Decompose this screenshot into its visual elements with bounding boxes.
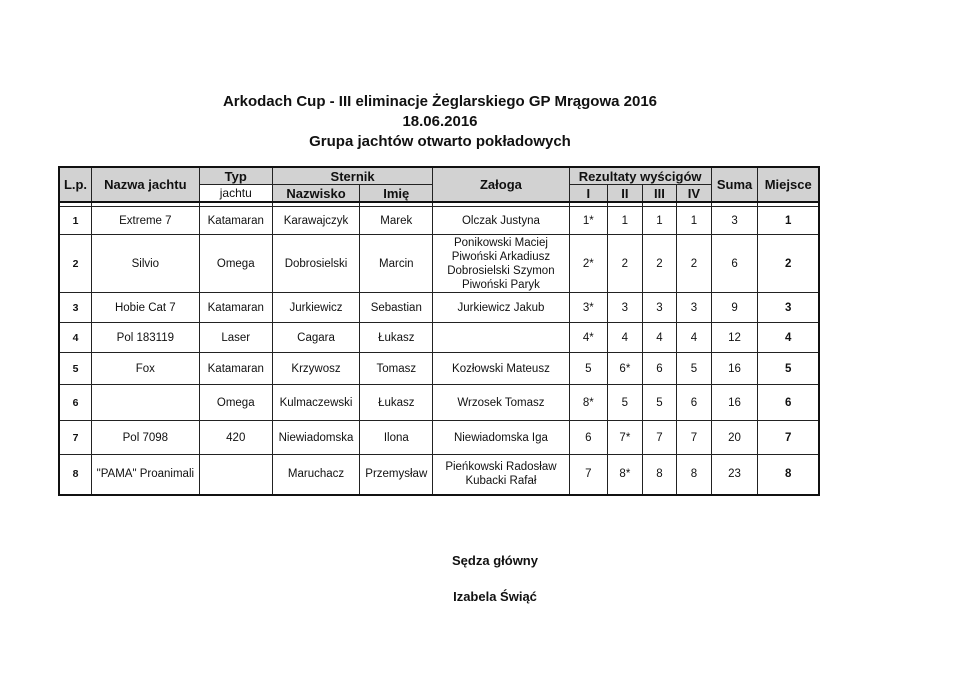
table-row bbox=[59, 385, 819, 421]
cell-name: Pol 7098 bbox=[92, 421, 200, 455]
table-row bbox=[59, 293, 819, 323]
cell-surname: Niewiadomska bbox=[272, 421, 359, 455]
table-header bbox=[59, 167, 819, 202]
cell-surname: Cagara bbox=[272, 323, 359, 353]
col-helm: Sternik bbox=[272, 167, 433, 185]
cell-r1: 7 bbox=[569, 455, 608, 495]
document-header bbox=[180, 92, 700, 152]
cell-r4: 4 bbox=[677, 323, 712, 353]
cell-sum: 20 bbox=[711, 421, 758, 455]
cell-r3: 2 bbox=[642, 235, 677, 293]
col-sum: Suma bbox=[711, 167, 758, 202]
cell-r3: 8 bbox=[642, 455, 677, 495]
cell-type: Omega bbox=[199, 385, 272, 421]
cell-r1: 8* bbox=[569, 385, 608, 421]
cell-crew bbox=[433, 207, 569, 235]
table-row bbox=[59, 207, 819, 235]
cell-type: Laser bbox=[199, 323, 272, 353]
col-lp: L.p. bbox=[59, 167, 92, 202]
cell-r4: 1 bbox=[677, 207, 712, 235]
cell-place: 3 bbox=[758, 293, 819, 323]
cell-r4: 5 bbox=[677, 353, 712, 385]
results-table bbox=[58, 166, 820, 496]
col-crew: Załoga bbox=[433, 167, 569, 202]
cell-name: "PAMA" Proanimali bbox=[92, 455, 200, 495]
cell-sum: 23 bbox=[711, 455, 758, 495]
cell-sum: 16 bbox=[711, 385, 758, 421]
table-row bbox=[59, 323, 819, 353]
cell-type: 420 bbox=[199, 421, 272, 455]
cell-first: Tomasz bbox=[360, 353, 433, 385]
col-type-top: Typ bbox=[199, 167, 272, 185]
cell-sum: 9 bbox=[711, 293, 758, 323]
cell-r2: 7* bbox=[608, 421, 643, 455]
cell-surname: Jurkiewicz bbox=[272, 293, 359, 323]
cell-r3: 3 bbox=[642, 293, 677, 323]
cell-r4: 2 bbox=[677, 235, 712, 293]
cell-name: Silvio bbox=[92, 235, 200, 293]
cell-first: Łukasz bbox=[360, 385, 433, 421]
col-name: Nazwa jachtu bbox=[92, 167, 200, 202]
cell-crew bbox=[433, 421, 569, 455]
cell-r3: 4 bbox=[642, 323, 677, 353]
cell-surname: Karawajczyk bbox=[272, 207, 359, 235]
cell-name: Fox bbox=[92, 353, 200, 385]
col-r3: III bbox=[642, 185, 677, 203]
cell-r1: 4* bbox=[569, 323, 608, 353]
cell-name: Pol 183119 bbox=[92, 323, 200, 353]
cell-crew bbox=[433, 455, 569, 495]
table-body bbox=[59, 202, 819, 495]
cell-r2: 2 bbox=[608, 235, 643, 293]
cell-type: Katamaran bbox=[199, 293, 272, 323]
cell-lp: 7 bbox=[59, 421, 92, 455]
cell-lp: 1 bbox=[59, 207, 92, 235]
cell-r2: 1 bbox=[608, 207, 643, 235]
crew-member: Olczak Justyna bbox=[461, 214, 540, 227]
cell-sum: 12 bbox=[711, 323, 758, 353]
crew-member: Ponikowski Maciej bbox=[453, 236, 548, 249]
col-first: Imię bbox=[360, 185, 433, 203]
cell-place: 1 bbox=[758, 207, 819, 235]
cell-sum: 6 bbox=[711, 235, 758, 293]
cell-r2: 4 bbox=[608, 323, 643, 353]
table-row bbox=[59, 235, 819, 293]
cell-lp: 6 bbox=[59, 385, 92, 421]
cell-place: 8 bbox=[758, 455, 819, 495]
cell-crew bbox=[433, 293, 569, 323]
crew-member: Dobrosielski Szymon bbox=[447, 264, 555, 277]
cell-r2: 8* bbox=[608, 455, 643, 495]
cell-crew bbox=[433, 323, 569, 353]
cell-r1: 5 bbox=[569, 353, 608, 385]
cell-r4: 7 bbox=[677, 421, 712, 455]
cell-lp: 5 bbox=[59, 353, 92, 385]
cell-sum: 3 bbox=[711, 207, 758, 235]
cell-lp: 3 bbox=[59, 293, 92, 323]
cell-r4: 8 bbox=[677, 455, 712, 495]
cell-first: Przemysław bbox=[360, 455, 433, 495]
table-row bbox=[59, 353, 819, 385]
cell-first: Marek bbox=[360, 207, 433, 235]
cell-type: Katamaran bbox=[199, 353, 272, 385]
table-row bbox=[59, 455, 819, 495]
judge-name: Izabela Świąć bbox=[453, 589, 537, 604]
crew-member: Kubacki Rafał bbox=[465, 475, 537, 488]
crew-member: Wrzosek Tomasz bbox=[457, 396, 545, 409]
cell-r1: 3* bbox=[569, 293, 608, 323]
col-place: Miejsce bbox=[758, 167, 819, 202]
cell-crew bbox=[433, 385, 569, 421]
col-r1: I bbox=[569, 185, 608, 203]
cell-lp: 8 bbox=[59, 455, 92, 495]
cell-r3: 7 bbox=[642, 421, 677, 455]
cell-sum: 16 bbox=[711, 353, 758, 385]
cell-r4: 3 bbox=[677, 293, 712, 323]
cell-place: 6 bbox=[758, 385, 819, 421]
cell-r3: 1 bbox=[642, 207, 677, 235]
col-r4: IV bbox=[677, 185, 712, 203]
col-surname: Nazwisko bbox=[272, 185, 359, 203]
cell-r2: 3 bbox=[608, 293, 643, 323]
cell-r2: 5 bbox=[608, 385, 643, 421]
cell-r2: 6* bbox=[608, 353, 643, 385]
crew-member: Piwoński Arkadiusz bbox=[451, 250, 551, 263]
cell-r3: 5 bbox=[642, 385, 677, 421]
cell-lp: 2 bbox=[59, 235, 92, 293]
group-title: Grupa jachtów otwarto pokładowych bbox=[309, 133, 571, 150]
cell-surname: Maruchacz bbox=[272, 455, 359, 495]
crew-member: Piwoński Paryk bbox=[461, 278, 540, 291]
cell-r1: 1* bbox=[569, 207, 608, 235]
crew-member: Pieńkowski Radosław bbox=[445, 461, 557, 474]
cell-first: Sebastian bbox=[360, 293, 433, 323]
cell-r1: 6 bbox=[569, 421, 608, 455]
cell-type: Katamaran bbox=[199, 207, 272, 235]
cell-r1: 2* bbox=[569, 235, 608, 293]
cell-r4: 6 bbox=[677, 385, 712, 421]
cell-crew bbox=[433, 235, 569, 293]
table-row bbox=[59, 421, 819, 455]
cell-name: Hobie Cat 7 bbox=[92, 293, 200, 323]
cell-first: Marcin bbox=[360, 235, 433, 293]
cell-surname: Dobrosielski bbox=[272, 235, 359, 293]
cell-surname: Krzywosz bbox=[272, 353, 359, 385]
col-type-bottom: jachtu bbox=[199, 185, 272, 203]
cell-type bbox=[199, 455, 272, 495]
crew-member: Niewiadomska Iga bbox=[453, 431, 548, 444]
cell-type: Omega bbox=[199, 235, 272, 293]
cell-place: 4 bbox=[758, 323, 819, 353]
cell-surname: Kulmaczewski bbox=[272, 385, 359, 421]
col-r2: II bbox=[608, 185, 643, 203]
cell-first: Ilona bbox=[360, 421, 433, 455]
cell-place: 7 bbox=[758, 421, 819, 455]
cell-first: Łukasz bbox=[360, 323, 433, 353]
cell-r3: 6 bbox=[642, 353, 677, 385]
cell-place: 2 bbox=[758, 235, 819, 293]
crew-member: Kozłowski Mateusz bbox=[452, 362, 550, 375]
cell-crew bbox=[433, 353, 569, 385]
event-date: 18.06.2016 bbox=[402, 113, 478, 130]
col-results: Rezultaty wyścigów bbox=[569, 167, 711, 185]
cell-place: 5 bbox=[758, 353, 819, 385]
event-title: Arkodach Cup - III eliminacje Żeglarskiego GP Mrągowa 2016 bbox=[222, 93, 658, 110]
cell-name bbox=[92, 385, 200, 421]
cell-name: Extreme 7 bbox=[92, 207, 200, 235]
crew-member: Jurkiewicz Jakub bbox=[457, 301, 545, 314]
cell-lp: 4 bbox=[59, 323, 92, 353]
judge-title: Sędza główny bbox=[452, 553, 538, 568]
